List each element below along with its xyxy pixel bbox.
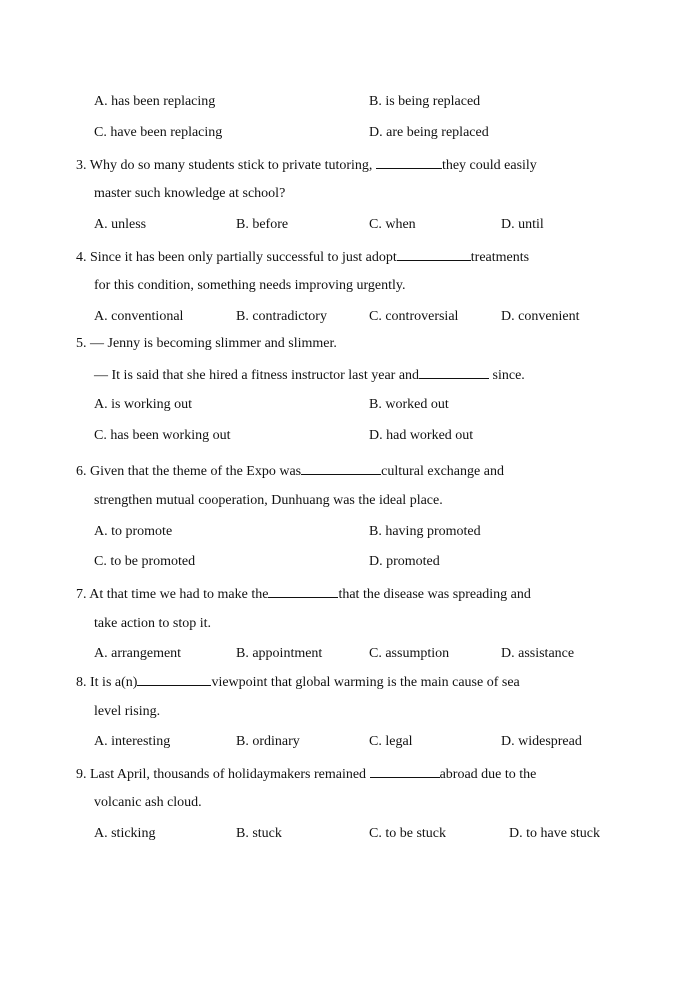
q2-option-d: D. are being replaced: [369, 125, 489, 140]
q8-option-a: A. interesting: [94, 734, 171, 749]
q9-option-d: D. to have stuck: [509, 826, 600, 841]
q3-blank: [376, 156, 442, 169]
q5-stem-line2: — It is said that she hired a fitness instructor last year and since.: [94, 368, 525, 383]
q5-stem-line1: 5. — Jenny is becoming slimmer and slimmer.: [76, 336, 337, 351]
q3-option-a: A. unless: [94, 217, 147, 232]
q2-option-a: A. has been replacing: [94, 94, 216, 109]
q9-option-a: A. sticking: [94, 826, 156, 841]
q3-option-c: C. when: [369, 217, 416, 232]
q6-option-d: D. promoted: [369, 554, 440, 569]
q4-stem-line1: 4. Since it has been only partially successful to just adopt treatments: [76, 250, 530, 265]
q8-option-c: C. legal: [369, 734, 413, 749]
q8-option-b: B. ordinary: [236, 734, 300, 749]
q6-option-c: C. to be promoted: [94, 554, 196, 569]
q7-stem-line2: take action to stop it.: [94, 616, 212, 631]
q3-option-b: B. before: [236, 217, 289, 232]
q9-stem-line1: 9. Last April, thousands of holidaymakers remained abroad due to the: [76, 767, 537, 782]
q6-option-b: B. having promoted: [369, 524, 481, 539]
q3-stem-line2: master such knowledge at school?: [94, 186, 286, 201]
q8-stem-line1: 8. It is a(n) viewpoint that global warming is the main cause of sea: [76, 675, 520, 690]
q8-blank: [137, 673, 211, 686]
q4-option-d: D. convenient: [501, 309, 580, 324]
q3-stem-line1: 3. Why do so many students stick to private tutoring, they could easily: [76, 158, 537, 173]
q4-stem-line2: for this condition, something needs improving urgently.: [94, 278, 406, 293]
q4-option-b: B. contradictory: [236, 309, 327, 324]
q8-option-d: D. widespread: [501, 734, 582, 749]
q7-stem-line1: 7. At that time we had to make the that the disease was spreading and: [76, 587, 531, 602]
q3-option-d: D. until: [501, 217, 544, 232]
q9-option-b: B. stuck: [236, 826, 282, 841]
q5-option-b: B. worked out: [369, 397, 449, 412]
q6-blank: [301, 462, 381, 475]
q7-option-a: A. arrangement: [94, 646, 182, 661]
q4-blank: [397, 248, 471, 261]
q7-option-b: B. appointment: [236, 646, 323, 661]
q5-option-a: A. is working out: [94, 397, 192, 412]
q9-blank: [370, 765, 440, 778]
q6-stem-line1: 6. Given that the theme of the Expo was cultural exchange and: [76, 464, 504, 479]
q2-option-c: C. have been replacing: [94, 125, 223, 140]
q2-option-b: B. is being replaced: [369, 94, 481, 109]
q7-option-c: C. assumption: [369, 646, 450, 661]
q9-stem-line2: volcanic ash cloud.: [94, 795, 202, 810]
q7-option-d: D. assistance: [501, 646, 575, 661]
q6-option-a: A. to promote: [94, 524, 173, 539]
q9-option-c: C. to be stuck: [369, 826, 446, 841]
q7-blank: [268, 585, 338, 598]
q4-option-a: A. conventional: [94, 309, 184, 324]
q5-option-d: D. had worked out: [369, 428, 474, 443]
q5-option-c: C. has been working out: [94, 428, 231, 443]
q6-stem-line2: strengthen mutual cooperation, Dunhuang was the ideal place.: [94, 493, 443, 508]
q8-stem-line2: level rising.: [94, 704, 161, 719]
q5-blank: [419, 366, 489, 379]
q4-option-c: C. controversial: [369, 309, 459, 324]
